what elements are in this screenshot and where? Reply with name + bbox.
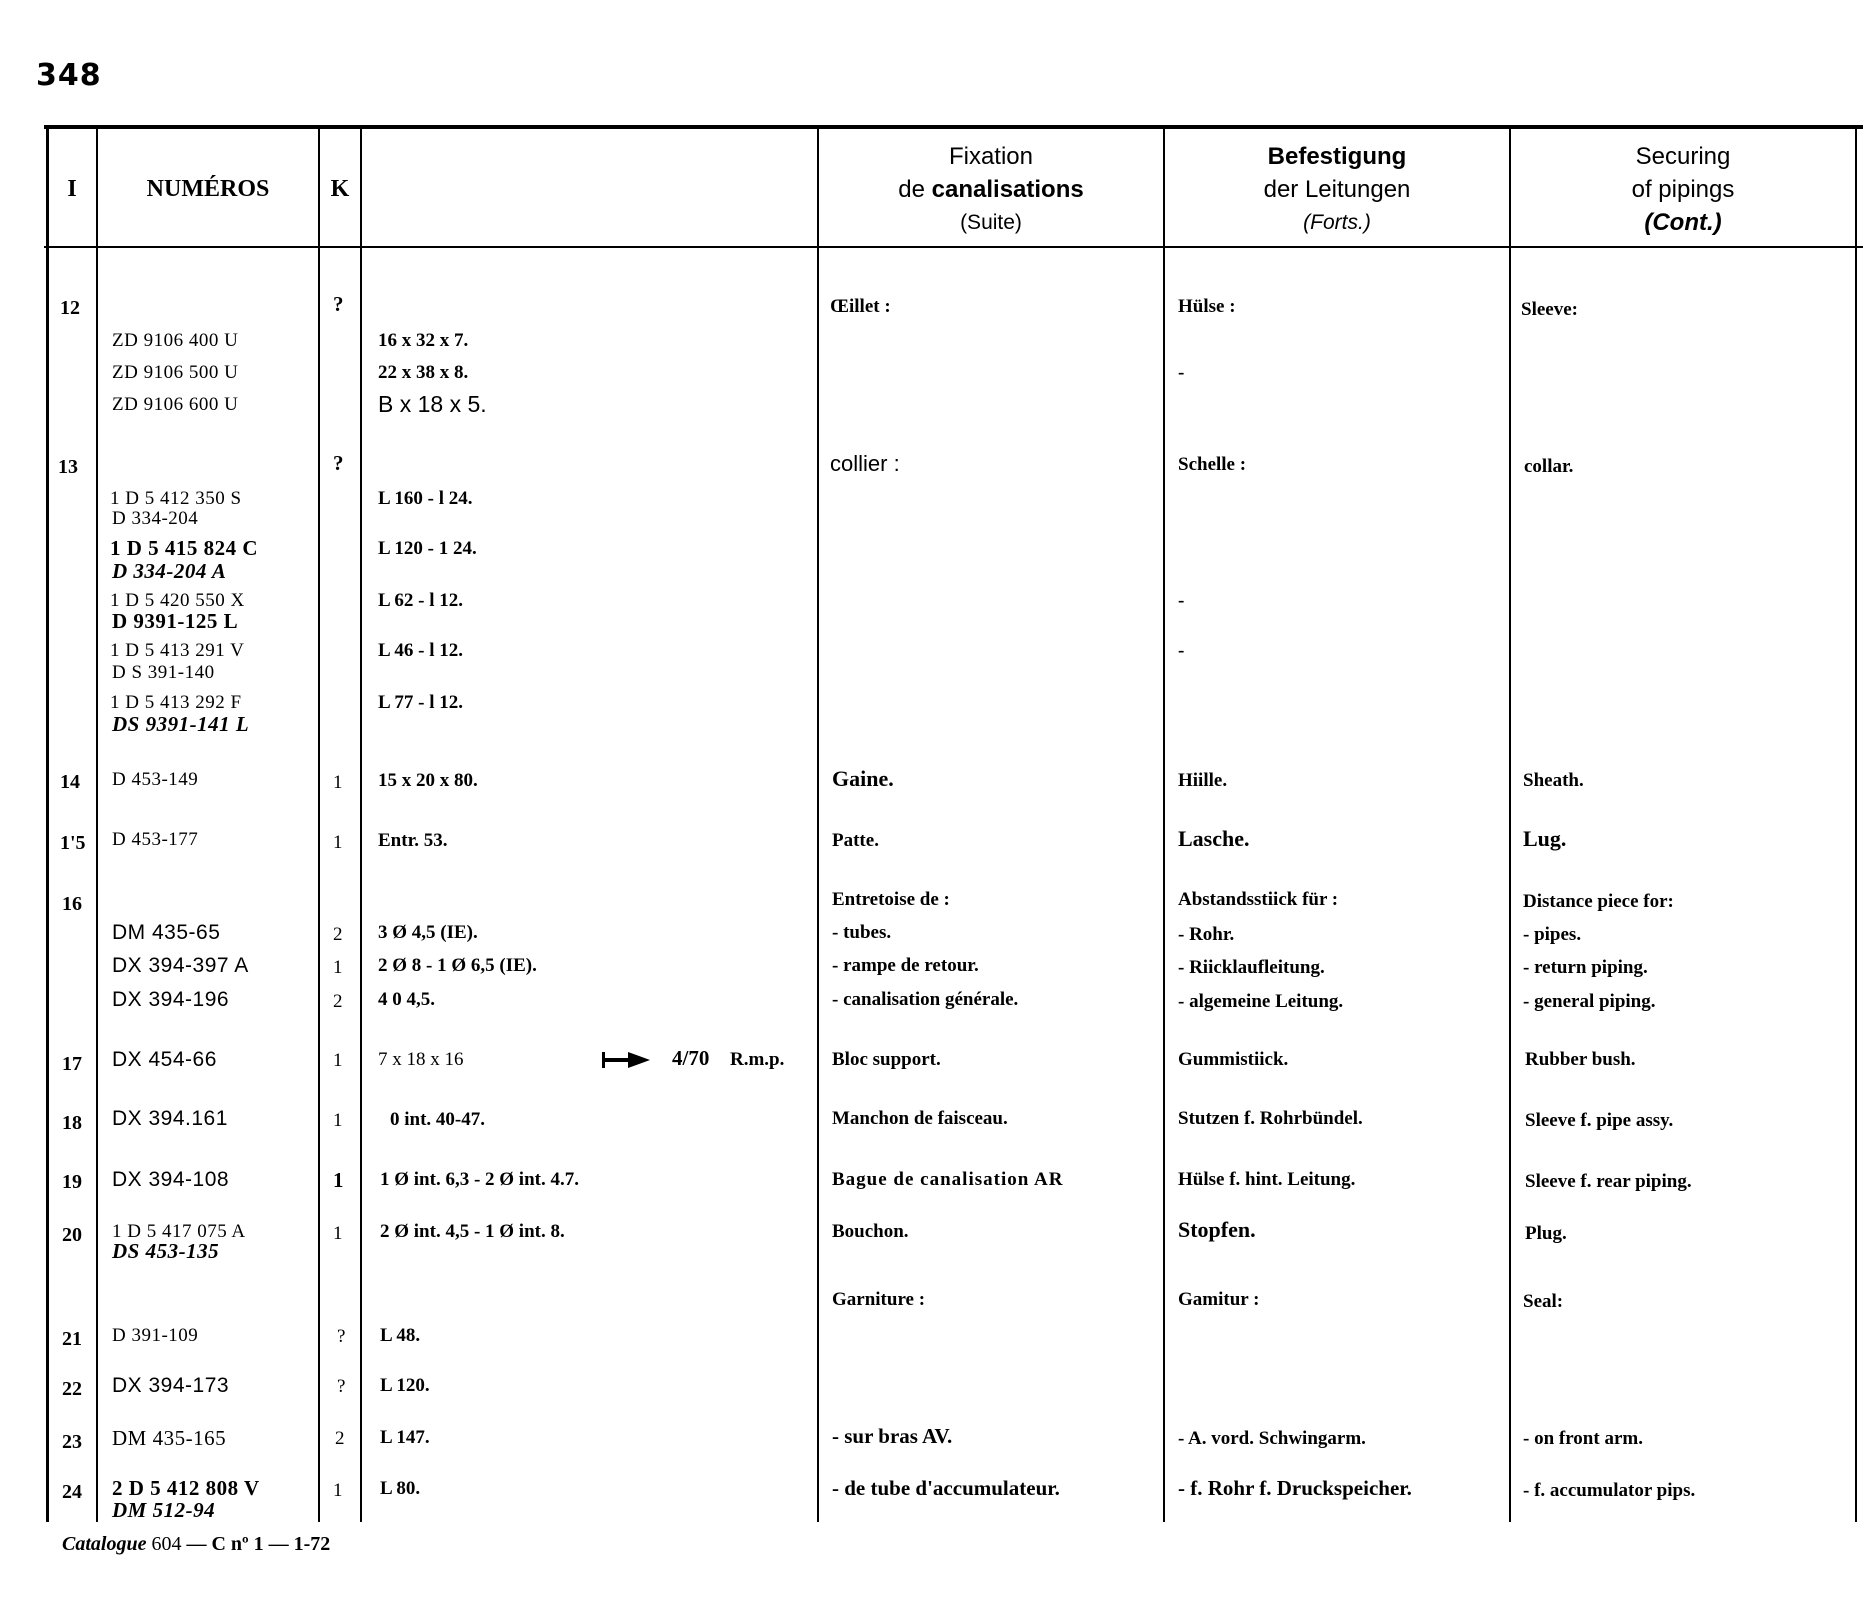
col-rule-i xyxy=(96,127,98,1522)
row-k: 1 xyxy=(333,1168,344,1192)
row-french: Œillet : xyxy=(830,296,891,317)
part-spec: L 62 - l 12. xyxy=(378,590,463,611)
part-spec: 4 0 4,5. xyxy=(378,989,435,1010)
part-german: - xyxy=(1178,590,1185,611)
row-english: - on front arm. xyxy=(1523,1428,1643,1449)
row-english: collar. xyxy=(1524,456,1574,477)
row-english: Sleeve f. rear piping. xyxy=(1525,1171,1692,1192)
footer-number: 604 xyxy=(151,1533,182,1555)
row-german: Gamitur : xyxy=(1178,1289,1260,1310)
part-french: - tubes. xyxy=(832,922,892,943)
row-german: Gummistiick. xyxy=(1178,1049,1289,1070)
part-number: DX 454-66 xyxy=(112,1048,217,1071)
col-rule-english xyxy=(1855,127,1857,1522)
row-index: 24 xyxy=(62,1481,82,1503)
row-german: Hiille. xyxy=(1178,770,1228,791)
row-index: 19 xyxy=(62,1171,82,1193)
arrow-right-icon xyxy=(602,1050,652,1070)
row-k: 1 xyxy=(333,1050,343,1071)
part-number: 1 D 5 412 350 S xyxy=(110,488,242,509)
row-french: Garniture : xyxy=(832,1289,926,1310)
part-spec: L 147. xyxy=(380,1427,430,1448)
part-number: 1 D 5 415 824 C xyxy=(110,536,259,560)
part-number: DX 394.161 xyxy=(112,1107,228,1130)
part-number-alt: DS 453-135 xyxy=(112,1239,220,1263)
header-english-line2: of pipings xyxy=(1631,175,1735,203)
row-english: Seal: xyxy=(1523,1291,1564,1312)
part-spec: 22 x 38 x 8. xyxy=(378,362,469,383)
row-french: Bouchon. xyxy=(832,1221,909,1242)
part-number: DX 394-108 xyxy=(112,1168,230,1191)
part-spec: 2 Ø 8 - 1 Ø 6,5 (IE). xyxy=(378,955,537,976)
row-french: Entretoise de : xyxy=(832,889,950,910)
header-french-line3: (Suite) xyxy=(960,210,1022,234)
part-spec: 16 x 32 x 7. xyxy=(378,330,469,351)
row-french: collier : xyxy=(830,451,900,476)
row-english: Sheath. xyxy=(1523,770,1584,791)
row-german: Hülse f. hint. Leitung. xyxy=(1178,1169,1356,1190)
part-english: - pipes. xyxy=(1523,924,1582,945)
catalogue-footer xyxy=(62,1533,330,1556)
header-k-label: K xyxy=(330,175,350,202)
part-k: 2 xyxy=(333,991,343,1012)
footer-no: nº 1 xyxy=(230,1533,264,1555)
part-spec: L 120 - 1 24. xyxy=(378,538,477,559)
part-number: 1 D 5 420 550 X xyxy=(110,590,245,611)
footer-date: 1-72 xyxy=(293,1533,331,1555)
header-german-line3: (Forts.) xyxy=(1303,210,1371,234)
row-index: 1'5 xyxy=(60,832,86,854)
col-rule-spec xyxy=(817,127,819,1522)
row-german: Abstandsstiick für : xyxy=(1178,889,1339,910)
part-spec: L 77 - l 12. xyxy=(378,692,463,713)
header-german-line2: der Leitungen xyxy=(1263,175,1411,203)
arrow-suffix: R.m.p. xyxy=(730,1049,785,1070)
footer-dash: — xyxy=(268,1533,289,1555)
footer-c: C xyxy=(211,1533,226,1555)
row-french: - de tube d'accumulateur. xyxy=(832,1476,1060,1500)
part-number-alt: D S 391-140 xyxy=(112,662,215,683)
part-number-alt: DM 512-94 xyxy=(112,1498,216,1522)
part-number: DM 435-165 xyxy=(112,1426,227,1450)
row-french: - sur bras AV. xyxy=(832,1424,953,1448)
part-number: 2 D 5 412 808 V xyxy=(112,1476,260,1500)
header-col-k xyxy=(320,128,360,250)
part-spec: 0 int. 40-47. xyxy=(390,1109,485,1130)
row-index: 21 xyxy=(62,1328,82,1350)
row-index: 17 xyxy=(62,1053,82,1075)
row-k: ? xyxy=(337,1326,346,1347)
header-col-german xyxy=(1165,128,1509,250)
col-rule-french xyxy=(1163,127,1165,1522)
part-spec: L 160 - l 24. xyxy=(378,488,473,509)
row-german: Stopfen. xyxy=(1178,1217,1256,1242)
row-index: 22 xyxy=(62,1378,82,1400)
row-index: 18 xyxy=(62,1112,82,1134)
part-number-alt: D 334-204 A xyxy=(112,559,227,583)
part-number: DM 435-65 xyxy=(112,921,221,944)
part-spec: 15 x 20 x 80. xyxy=(378,770,478,791)
row-index: 23 xyxy=(62,1431,82,1453)
part-spec: B x 18 x 5. xyxy=(378,391,487,417)
part-number: DX 394-173 xyxy=(112,1374,230,1397)
part-spec: L 80. xyxy=(380,1478,421,1499)
header-french-line2 xyxy=(898,173,1083,206)
header-col-english xyxy=(1511,128,1855,250)
part-number: 1 D 5 413 292 F xyxy=(110,692,242,713)
header-french-line2-pre: de xyxy=(898,175,925,203)
part-number-alt: D 334-204 xyxy=(112,508,199,529)
part-english: - return piping. xyxy=(1523,957,1648,978)
row-french: Manchon de faisceau. xyxy=(832,1108,1008,1129)
part-number: D 453-149 xyxy=(112,769,199,790)
arrow-note: 4/70 xyxy=(672,1046,710,1070)
row-german: Stutzen f. Rohrbündel. xyxy=(1178,1108,1363,1129)
col-rule-german xyxy=(1509,127,1511,1522)
part-spec: L 46 - l 12. xyxy=(378,640,463,661)
part-german: - xyxy=(1178,362,1185,383)
row-k: ? xyxy=(333,451,344,475)
row-english: Sleeve f. pipe assy. xyxy=(1525,1110,1674,1131)
part-spec: L 48. xyxy=(380,1325,421,1346)
part-number-alt: DS 9391-141 L xyxy=(112,712,250,736)
header-numeros-label: NUMÉROS xyxy=(146,175,270,202)
part-number: DX 394-397 A xyxy=(112,954,249,977)
footer-dash: — xyxy=(186,1533,207,1555)
footer-catalogue: Catalogue xyxy=(62,1533,147,1555)
part-k: 1 xyxy=(333,957,343,978)
part-german: - xyxy=(1178,640,1185,661)
part-german: - Riicklaufleitung. xyxy=(1178,957,1325,978)
row-german: Hülse : xyxy=(1178,296,1236,317)
col-rule-numeros xyxy=(318,127,320,1522)
part-french: - canalisation générale. xyxy=(832,989,1019,1010)
row-german: - f. Rohr f. Druckspeicher. xyxy=(1178,1476,1412,1500)
row-k: ? xyxy=(337,1376,346,1397)
header-french-line2-bold: canalisations xyxy=(931,175,1084,203)
row-k: ? xyxy=(333,292,344,316)
part-spec: 1 Ø int. 6,3 - 2 Ø int. 4.7. xyxy=(380,1169,579,1190)
part-spec: 3 Ø 4,5 (IE). xyxy=(378,922,478,943)
part-number: DX 394-196 xyxy=(112,988,230,1011)
part-german: - Rohr. xyxy=(1178,924,1235,945)
row-french: Bloc support. xyxy=(832,1049,941,1070)
part-number-alt: D 9391-125 L xyxy=(112,609,239,633)
part-number: D 391-109 xyxy=(112,1325,199,1346)
part-german: - algemeine Leitung. xyxy=(1178,991,1344,1012)
header-col-french xyxy=(819,128,1163,250)
page-number: 348 xyxy=(36,58,102,93)
header-col-numeros xyxy=(98,128,318,250)
row-k: 1 xyxy=(333,1223,343,1244)
row-index: 12 xyxy=(60,297,80,319)
row-english: Rubber bush. xyxy=(1525,1049,1636,1070)
part-number: 1 D 5 417 075 A xyxy=(112,1221,246,1242)
row-english: - f. accumulator pips. xyxy=(1523,1480,1696,1501)
row-index: 16 xyxy=(62,893,82,915)
row-k: 1 xyxy=(333,1480,343,1501)
row-english: Distance piece for: xyxy=(1523,891,1674,912)
part-spec: L 120. xyxy=(380,1375,430,1396)
row-k: 2 xyxy=(335,1428,345,1449)
part-number: ZD 9106 400 U xyxy=(112,330,239,351)
part-number: D 453-177 xyxy=(112,829,199,850)
part-french: - rampe de retour. xyxy=(832,955,979,976)
header-col-i xyxy=(48,128,96,250)
col-rule-k xyxy=(360,127,362,1522)
col-rule-left xyxy=(46,127,49,1522)
row-french: Bague de canalisation AR xyxy=(832,1169,1064,1190)
row-german: - A. vord. Schwingarm. xyxy=(1178,1428,1366,1449)
row-k: 1 xyxy=(333,1110,343,1131)
part-spec: 7 x 18 x 16 xyxy=(378,1049,464,1070)
part-number: 1 D 5 413 291 V xyxy=(110,640,245,661)
part-spec: Entr. 53. xyxy=(378,830,448,851)
row-english: Sleeve: xyxy=(1521,299,1578,320)
row-english: Plug. xyxy=(1525,1223,1567,1244)
header-i-label: I xyxy=(67,175,77,202)
row-index: 13 xyxy=(58,456,78,478)
part-k: 2 xyxy=(333,924,343,945)
part-number: ZD 9106 500 U xyxy=(112,362,239,383)
row-german: Schelle : xyxy=(1178,454,1247,475)
row-french: Patte. xyxy=(832,830,879,851)
row-k: 1 xyxy=(333,772,343,793)
part-spec: 2 Ø int. 4,5 - 1 Ø int. 8. xyxy=(380,1221,565,1242)
row-german: Lasche. xyxy=(1178,826,1250,851)
part-number: ZD 9106 600 U xyxy=(112,394,239,415)
header-german-line1: Befestigung xyxy=(1267,142,1407,170)
row-english: Lug. xyxy=(1523,826,1567,851)
row-index: 14 xyxy=(60,771,80,793)
header-english-line1: Securing xyxy=(1635,142,1731,170)
header-french-line1: Fixation xyxy=(948,142,1034,170)
row-french: Gaine. xyxy=(832,766,894,791)
row-k: 1 xyxy=(333,832,343,853)
row-index: 20 xyxy=(62,1224,82,1246)
header-english-line3: (Cont.) xyxy=(1644,208,1722,236)
part-english: - general piping. xyxy=(1523,991,1656,1012)
